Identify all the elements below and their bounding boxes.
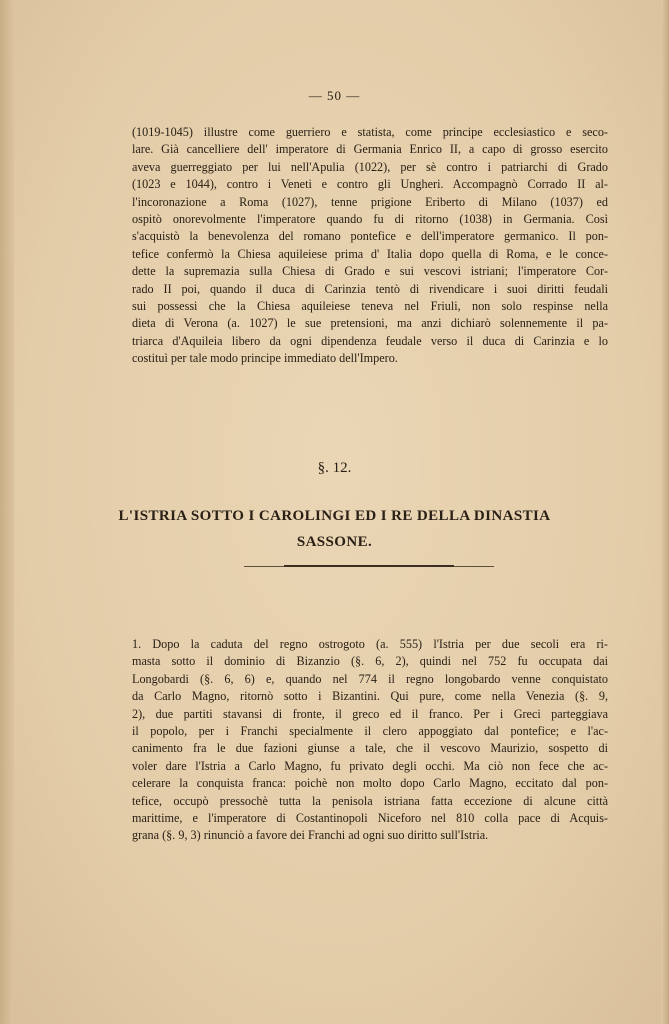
text-line: 2), due partiti stavansi di fronte, il greco ed il franco. Per i Greci parteggiava xyxy=(132,706,608,721)
text-line: tefice confermò la Chiesa aquileiese prima d' Italia dopo quella di Roma, e le conce- xyxy=(132,246,608,261)
text-line: grana (§. 9, 3) rinunciò a favore dei Franchi ad ogni suo diritto sull'Istria. xyxy=(132,828,489,843)
text-line: sui possessi che la Chiesa aquileiese teneva nel Friuli, non solo respinse nella xyxy=(132,299,608,314)
text-line: rado II poi, quando il duca di Carinzia tentò di rivendicare i suoi diritti feudali xyxy=(132,281,608,296)
text-line: aveva guerreggiato per lui nell'Apulia (1022), per sè contro i patriarchi di Grado xyxy=(132,159,608,174)
text-line: 1. Dopo la caduta del regno ostrogoto (a. 555) l'Istria per due secoli era ri- xyxy=(132,637,608,651)
section-title xyxy=(0,503,669,555)
text-line: voler dare l'Istria a Carlo Magno, fu privato degli occhi. Ma ciò non fece che ac- xyxy=(132,758,608,773)
text-line: ospitò onorevolmente l'imperatore quando fu di ritorno (1038) in Germania. Così xyxy=(132,212,608,227)
text-line: Longobardi (§. 6, 6) e, quando nel 774 il regno longobardo venne conquistato xyxy=(132,671,608,686)
text-line: dieta di Verona (a. 1027) le sue pretensioni, ma anzi dichiarò solennemente il pa- xyxy=(132,316,608,331)
text-line: s'acquistò la benevolenza del romano pontefice e dell'imperatore germanico. Il pon- xyxy=(132,229,608,244)
page-number: — 50 — xyxy=(308,88,361,103)
section-title-line-1: L'ISTRIA SOTTO I CAROLINGI ED I RE DELLA DINASTIA xyxy=(118,508,551,524)
divider-thick-rule xyxy=(284,565,454,567)
ornamental-divider xyxy=(244,565,494,568)
text-line: (1023 e 1044), contro i Veneti e contro gli Ungheri. Accompagnò Corrado II al- xyxy=(132,177,608,192)
text-line: dette la supremazia sulla Chiesa di Grado e sui vescovi istriani; l'imperatore Cor- xyxy=(132,264,608,279)
section-title-line-2: SASSONE. xyxy=(296,534,373,550)
text-line: tefice, occupò pressochè tutta la penisola istriana fatta eccezione di alcune città xyxy=(132,793,608,808)
text-line: celerare la conquista franca: poichè non molto dopo Carlo Magno, eccitato dal pon- xyxy=(132,776,608,791)
text-line: costituì per tale modo principe immediato dell'Impero. xyxy=(132,351,398,366)
text-line: l'incoronazione a Roma (1027), tenne prigione Eriberto di Milano (1037) ed xyxy=(132,194,608,209)
text-line: lare. Già cancelliere dell' imperatore di Germania Enrico II, a capo di grosso esercito xyxy=(132,142,608,157)
paragraph-2 xyxy=(132,636,608,845)
text-line: canimento fra le due fazioni giunse a tale, che il vescovo Maurizio, sospetto di xyxy=(132,741,608,756)
text-line: il popolo, per i Franchi specialmente il clero appoggiato dal pontefice; e l'ac- xyxy=(132,724,608,739)
text-line: triarca d'Aquileia libero da ogni dipendenza feudale verso il duca di Carinzia e lo xyxy=(132,333,608,348)
paragraph-1 xyxy=(132,124,608,368)
text-line: masta sotto il dominio di Bizanzio (§. 6, 2), quindi nel 752 fu occupata dai xyxy=(132,654,608,669)
text-line: (1019-1045) illustre come guerriero e statista, come principe ecclesiastico e seco- xyxy=(132,125,608,139)
section-number: §. 12. xyxy=(317,460,352,476)
text-line: da Carlo Magno, ritornò sotto i Bizantini. Qui pure, come nella Venezia (§. 9, xyxy=(132,689,608,704)
text-line: marittime, e l'imperatore di Costantinopoli Niceforo nel 810 colla pace di Acquis- xyxy=(132,811,608,826)
